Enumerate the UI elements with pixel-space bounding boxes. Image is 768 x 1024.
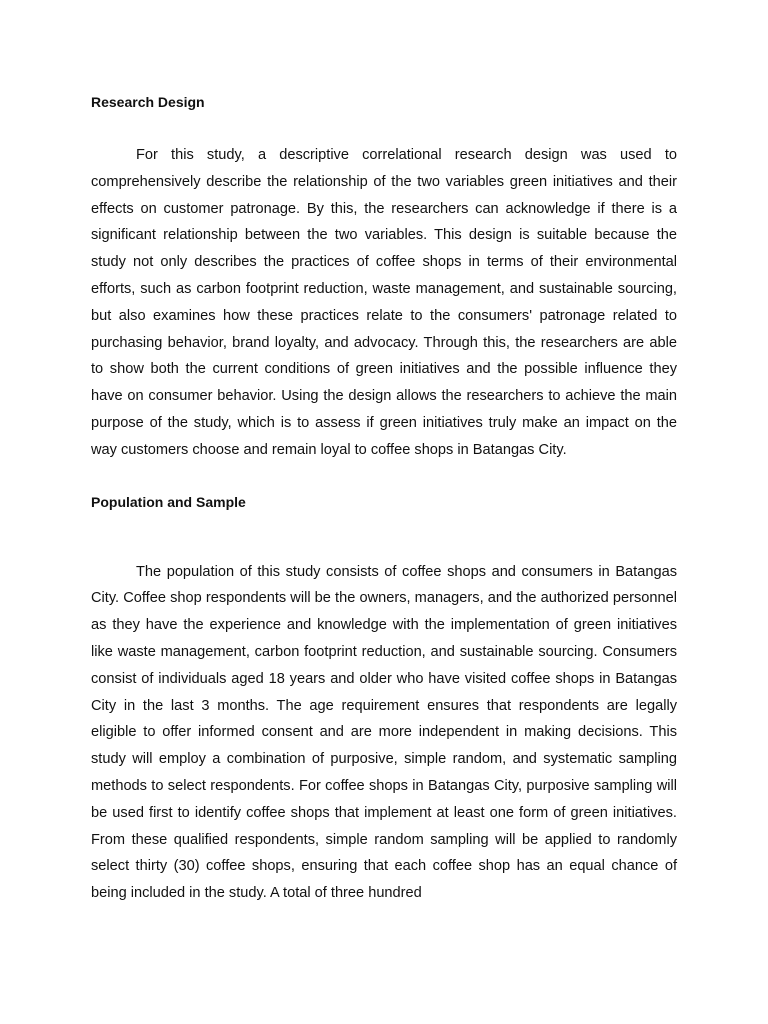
- paragraph-research-design: For this study, a descriptive correlational research design was used to comprehensively describe the relationship of the two variables green initiatives and their effects on customer patronage. By this, the researchers can acknowledge if there is a significant relationship between the two variables. This design is suitable because the study not only describes the practices of coffee shops in terms of their environmental efforts, such as carbon footprint reduction, waste management, and sustainable sourcing, but also examines how these practices relate to the consumers' patronage related to purchasing behavior, brand loyalty, and advocacy. Through this, the researchers are able to show both the current conditions of green initiatives and the possible influence they have on consumer behavior. Using the design allows the researchers to achieve the main purpose of the study, which is to assess if green initiatives truly make an impact on the way customers choose and remain loyal to coffee shops in Batangas City.: [91, 147, 677, 458]
- paragraph-population-and-sample: The population of this study consists of coffee shops and consumers in Batangas City. Coffee shop respondents will be the owners, managers, and the authorized personnel as they have the experience and knowledge with the implementation of green initiatives like waste management, carbon footprint reduction, and sustainable sourcing. Consumers consist of individuals aged 18 years and older who have visited coffee shops in Batangas City in the last 3 months. The age requirement ensures that respondents are legally eligible to offer informed consent and are more independent in making decisions. This study will employ a combination of purposive, simple random, and systematic sampling methods to select respondents. For coffee shops in Batangas City, purposive sampling will be used first to identify coffee shops that implement at least one form of green initiatives. From these qualified respondents, simple random sampling will be applied to randomly select thirty (30) coffee shops, ensuring that each coffee shop has an equal chance of being included in the study. A total of three hundred: [91, 563, 677, 902]
- section-heading-population-and-sample: Population and Sample: [91, 493, 246, 510]
- section-heading-research-design: Research Design: [91, 94, 205, 110]
